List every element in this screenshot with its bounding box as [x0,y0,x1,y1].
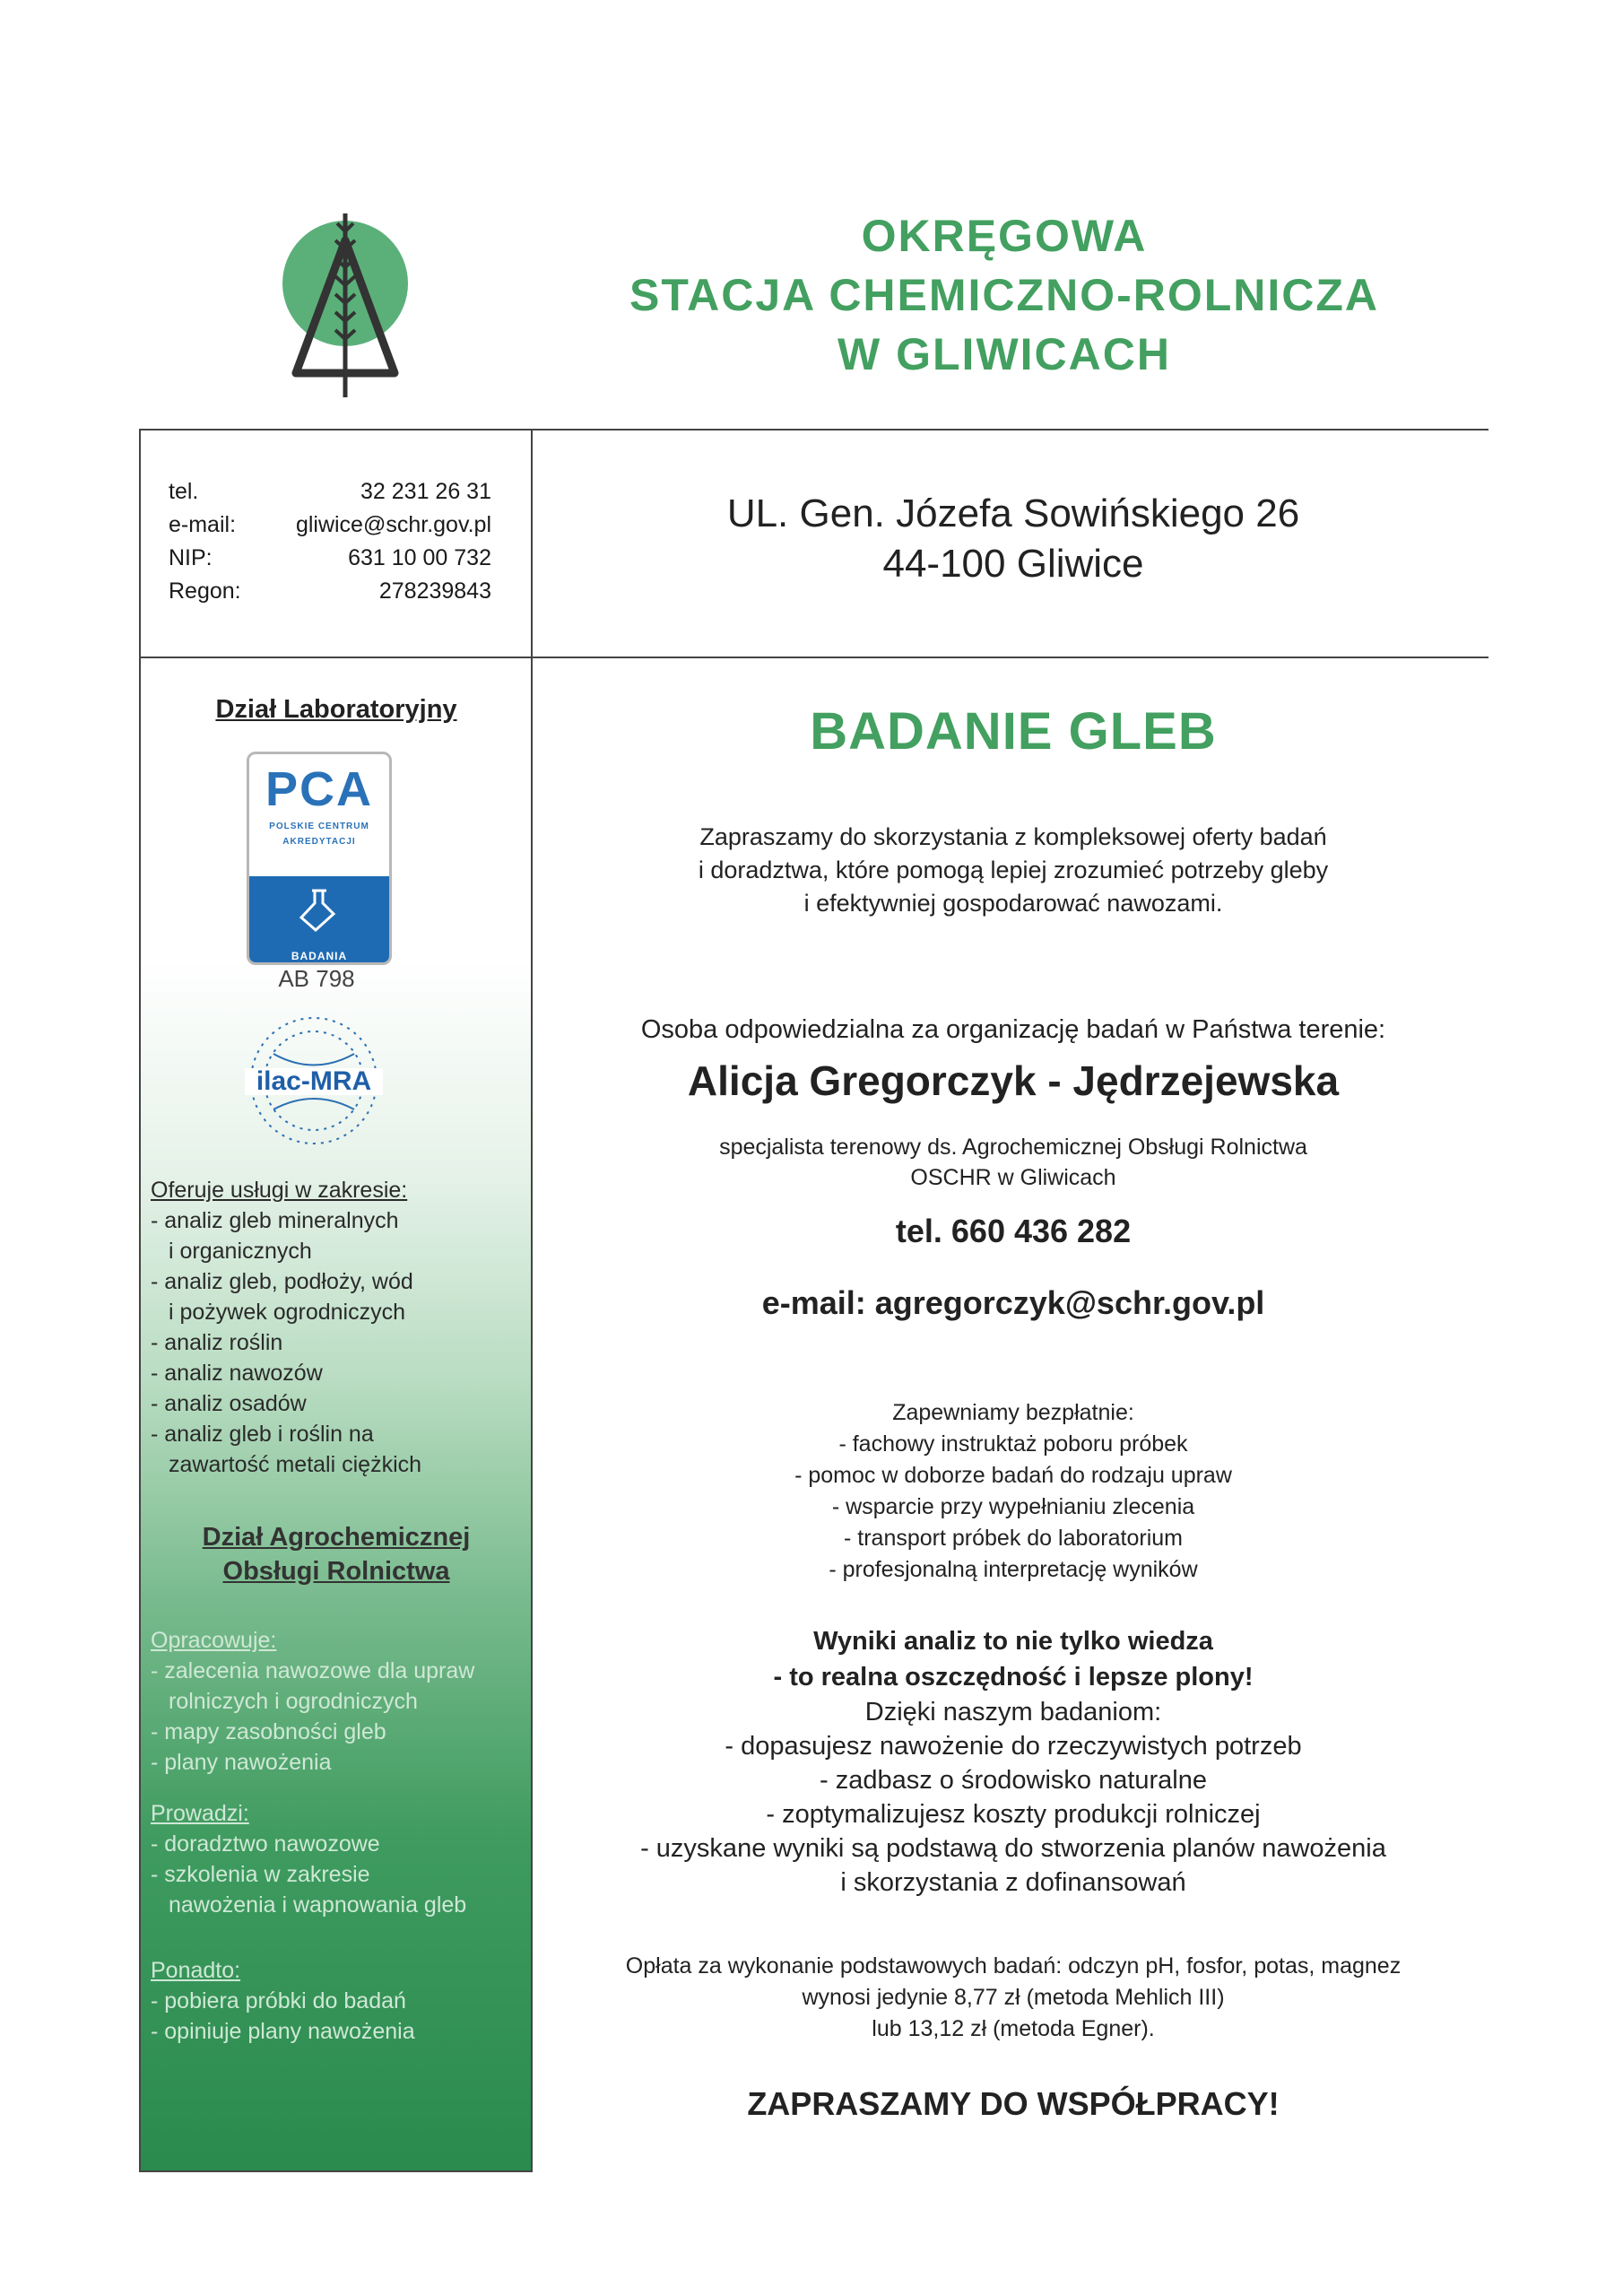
contact-person-name: Alicja Gregorczyk - Jędrzejewska [687,1057,1340,1104]
left-border [139,429,141,2172]
address-street: UL. Gen. Józefa Sowińskiego 26 [726,491,1300,535]
also-heading: Ponadto: [151,1958,241,1983]
agro-heading-line-1: Dział Agrochemicznej [202,1523,471,1552]
list-item: - dopasujesz nawożenie do rzeczywistych potrzeb [725,1732,1302,1761]
middle-divider [141,657,1488,658]
contact-value: gliwice@schr.gov.pl [295,512,491,537]
lab-department-heading: Dział Laboratoryjny [215,695,457,724]
list-item: zawartość metali ciężkich [169,1452,422,1477]
list-item: - analiz roślin [151,1330,283,1355]
flask-icon [292,883,346,937]
benefits-list [556,1695,1471,1900]
intro-line: Zapraszamy do skorzystania z kompleksowej oferty badań [699,823,1327,850]
list-item: - pomoc w doborze badań do rodzaju upraw [794,1463,1232,1488]
free-services-list [556,1397,1471,1586]
slogan-line-1: Wyniki analiz to nie tylko wiedza [813,1627,1213,1656]
prepares-heading: Opracowuje: [151,1628,277,1653]
list-item: - zalecenia nawozowe dla upraw [151,1658,475,1683]
agro-heading-line-2: Obsługi Rolnictwa [222,1557,450,1586]
org-title-line-2: STACJA CHEMICZNO-ROLNICZA [629,270,1380,320]
list-item: - mapy zasobności gleb [151,1719,386,1744]
pca-logo: PCA [265,762,373,816]
list-item: - analiz osadów [151,1391,307,1416]
organization-title [574,206,1435,384]
org-title-line-1: OKRĘGOWA [861,211,1148,261]
benefits-heading: Dzięki naszym badaniom: [864,1698,1162,1726]
closing-invitation: ZAPRASZAMY DO WSPÓŁPRACY! [747,2085,1280,2122]
contact-row [169,575,491,608]
conducts-heading: Prowadzi: [151,1801,249,1826]
ilac-mra-badge-icon [238,1009,390,1152]
wheat-flask-logo-icon [269,204,421,402]
contact-label: tel. [169,479,199,504]
list-item: - zoptymalizujesz koszty produkcji rolniczej [766,1800,1261,1829]
address-city: 44-100 Gliwice [882,542,1144,586]
free-services-heading: Zapewniamy bezpłatnie: [892,1400,1134,1425]
contact-row [169,542,491,575]
contact-row [169,475,491,509]
fee-line-2: wynosi jedynie 8,77 zł (metoda Mehlich III) [802,1985,1225,2010]
list-item: - uzyskane wyniki są podstawą do stworzenia planów nawożenia [640,1834,1386,1863]
list-item: - szkolenia w zakresie [151,1862,370,1887]
address-block [556,489,1471,589]
contact-label: e-mail: [169,512,237,537]
contact-value: 278239843 [378,578,491,604]
pca-subtitle-1: POLSKIE CENTRUM [269,822,369,831]
list-item: nawożenia i wapnowania gleb [169,1892,467,1918]
contact-value: 32 231 26 31 [360,479,491,504]
list-item: i organicznych [169,1239,312,1264]
contact-phone: tel. 660 436 282 [895,1213,1132,1249]
fee-line-1: Opłata za wykonanie podstawowych badań: odczyn pH, fosfor, potas, magnez [625,1953,1402,1979]
list-item: - wsparcie przy wypełnianiu zlecenia [831,1494,1195,1519]
role-line-1: specjalista terenowy ds. Agrochemicznej Obsługi Rolnictwa [719,1135,1307,1160]
list-item: - analiz gleb, podłoży, wód [151,1269,413,1294]
contact-label: NIP: [169,545,213,570]
contact-block [169,475,491,608]
results-slogan [556,1623,1471,1695]
list-item: - pobiera próbki do badań [151,1988,406,2013]
contact-email: e-mail: agregorczyk@schr.gov.pl [761,1284,1265,1321]
pca-badania-label: BADANIA [291,950,348,962]
list-item: - profesjonalną interpretację wyników [829,1557,1198,1582]
fee-line-3: lub 13,12 zł (metoda Egner). [872,2016,1155,2041]
list-item: - analiz gleb i roślin na [151,1422,374,1447]
list-item: i skorzystania z dofinansowań [840,1868,1186,1897]
list-item: - transport próbek do laboratorium [844,1526,1183,1551]
contact-person-role [556,1132,1471,1193]
contact-label: Regon: [169,578,241,604]
sidebar-bottom-border [141,2170,533,2172]
also-list [151,1955,527,2047]
list-item: - analiz nawozów [151,1361,323,1386]
list-item: - doradztwo nawozowe [151,1831,380,1857]
main-title: BADANIE GLEB [810,702,1217,761]
lab-services-list [151,1175,527,1480]
list-item: - analiz gleb mineralnych [151,1208,399,1233]
lab-services-heading: Oferuje usługi w zakresie: [151,1178,408,1203]
contact-row [169,509,491,542]
contact-value: 631 10 00 732 [348,545,491,570]
role-line-2: OSCHR w Gliwicach [910,1165,1116,1190]
agro-department-heading [141,1520,532,1588]
fee-note [556,1951,1471,2045]
column-divider [531,429,533,2172]
org-title-line-3: W GLIWICACH [838,329,1171,379]
responsible-label: Osoba odpowiedzialna za organizację badań w Państwa terenie: [640,1015,1386,1044]
intro-paragraph [556,821,1471,920]
conducts-list [151,1798,527,1920]
accreditation-number: AB 798 [278,965,355,992]
intro-line: i doradztwa, które pomogą lepiej zrozumieć potrzeby gleby [698,857,1329,883]
top-divider [141,429,1488,430]
list-item: rolniczych i ogrodniczych [169,1689,418,1714]
list-item: - plany nawożenia [151,1750,332,1775]
pca-subtitle-2: AKREDYTACJI [282,837,356,847]
prepares-list [151,1625,527,1778]
intro-line: i efektywniej gospodarować nawozami. [803,890,1223,917]
slogan-line-2: - to realna oszczędność i lepsze plony! [773,1663,1254,1692]
list-item: - zadbasz o środowisko naturalne [819,1766,1207,1795]
pca-accreditation-badge-icon [247,752,392,965]
list-item: i pożywek ogrodniczych [169,1300,406,1325]
list-item: - opiniuje plany nawożenia [151,2019,415,2044]
ilac-label: ilac-MRA [256,1066,372,1096]
list-item: - fachowy instruktaż poboru próbek [838,1431,1188,1457]
